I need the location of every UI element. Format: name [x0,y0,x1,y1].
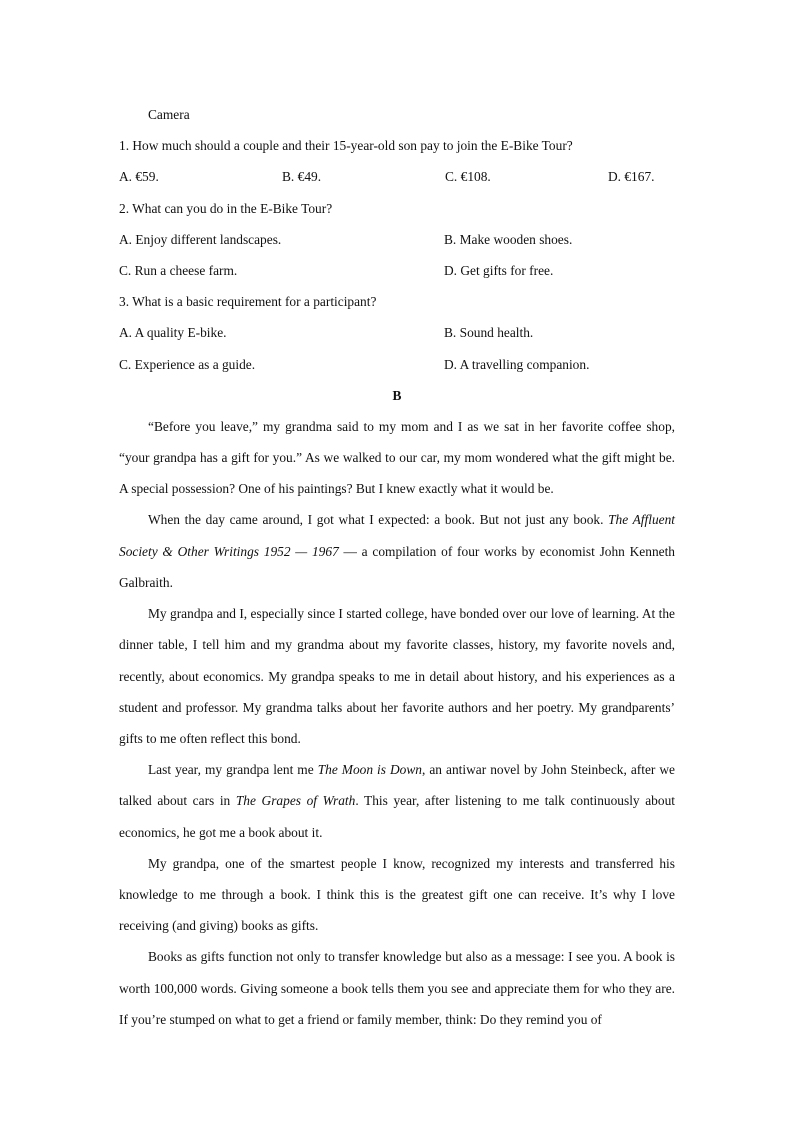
question-3-stem: 3. What is a basic requirement for a participant? [119,294,377,310]
paragraph-2-text-before: When the day came around, I got what I expected: a book. But not just any book. [148,512,609,528]
question-2-options-row2 [119,255,675,286]
q3-option-d: D. A travelling companion. [444,356,590,372]
question-2-stem: 2. What can you do in the E-Bike Tour? [119,200,333,216]
paragraph-4-text-a: Last year, my grandpa lent me [148,762,318,778]
question-2-options-row1 [119,224,675,255]
document-page [119,99,675,1035]
section-b-heading: B [392,387,402,403]
camera-line: Camera [148,107,190,122]
q2-option-b: B. Make wooden shoes. [444,231,573,247]
q3-option-a: A. A quality E-bike. [119,325,227,341]
q1-option-d: D. €167. [608,169,655,185]
paragraph-2-text-after: — a compilation of four works by economist John Kenneth Galbraith. [119,543,675,590]
book-title-moon-is-down: The Moon is Down [317,762,422,778]
paragraph-4 [119,754,675,848]
q3-option-c: C. Experience as a guide. [119,356,256,372]
paragraph-6: Books as gifts function not only to transfer knowledge but also as a message: I see you. A book is worth 100,000 words. Giving someone a book tells them you see and appreciate them for who they are. If you’re stumped on what to get a friend or family member, think: Do they remind you of [119,949,675,1027]
paragraph-5: My grandpa, one of the smartest people I know, recognized my interests and transferred his knowledge to me through a book. I think this is the greatest gift one can receive. It’s why I love receiving (and giving) books as gifts. [119,855,675,934]
q2-option-d: D. Get gifts for free. [444,262,554,278]
q2-option-c: C. Run a cheese farm. [119,262,238,278]
question-1-options [119,161,675,192]
book-title-grapes-of-wrath: The Grapes of Wrath [235,793,356,809]
q2-option-a: A. Enjoy different landscapes. [119,231,282,247]
book-title-affluent-society: The Affluent Society & Other Writings 1952 — 1967 [119,512,675,559]
question-3-options-row1 [119,317,675,348]
paragraph-4-text-c: . This year, after listening to me talk continuously about economics, he got me a book about it. [119,793,675,840]
question-3-options-row2 [119,349,675,380]
paragraph-4-text-b: , an antiwar novel by John Steinbeck, after we talked about cars in [119,762,676,809]
paragraph-1: “Before you leave,” my grandma said to my mom and I as we sat in her favorite coffee shop, “your grandpa has a gift for you.” As we walked to our car, my mom wondered what the gift might be. A special possession? One of his paintings? But I knew exactly what it would be. [119,418,675,497]
q3-option-b: B. Sound health. [444,325,534,341]
question-1-stem: 1. How much should a couple and their 15-year-old son pay to join the E-Bike Tour? [119,138,573,154]
q1-option-b: B. €49. [282,169,322,185]
q1-option-c: C. €108. [445,169,491,185]
q1-option-a: A. €59. [119,169,159,185]
paragraph-3: My grandpa and I, especially since I started college, have bonded over our love of learning. At the dinner table, I tell him and my grandma about my favorite classes, history, my favorite novels and, recently, about economics. My grandpa speaks to me in detail about history, and his experiences as a student and professor. My grandma talks about her favorite authors and her poetry. My grandparents’ gifts to me often reflect this bond. [119,606,675,746]
paragraph-2 [119,504,675,598]
